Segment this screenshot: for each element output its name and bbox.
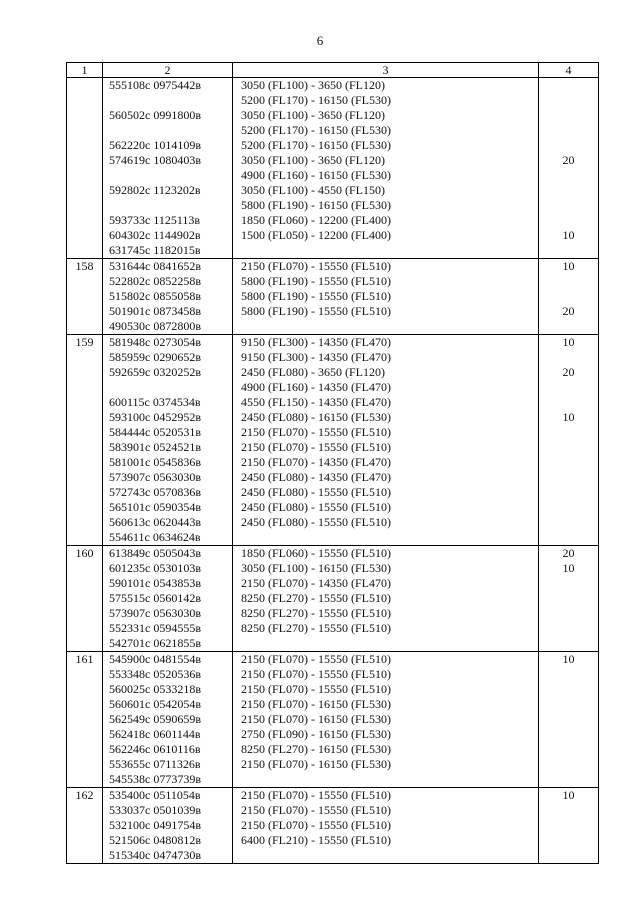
table-body [67,78,599,864]
value-line [539,485,598,500]
value-line [539,319,598,334]
value-line [539,123,598,138]
value-line: 10 [562,788,575,802]
altitude-line: 9150 (FL300) - 14350 (FL470) [241,350,391,364]
value-cell [539,259,599,335]
coordinate-line: 515340с 0474730в [109,848,201,862]
coordinate-line: 572743с 0570836в [109,485,201,499]
altitude-line [241,319,538,334]
coordinate-line: 604302с 1144902в [109,228,201,242]
altitude-line: 5200 (FL170) - 16150 (FL530) [241,138,391,152]
value-line [539,833,598,848]
value-line [539,168,598,183]
coordinate-line: 575515с 0560142в [109,591,201,605]
altitude-line: 3050 (FL100) - 3650 (FL120) [241,153,385,167]
coordinate-line: 552331с 0594555в [109,621,201,635]
value-line [539,515,598,530]
table-row [67,335,599,546]
value-line [539,440,598,455]
table-row [67,788,599,864]
altitude-cell [233,335,539,546]
value-line [539,727,598,742]
altitude-line: 5800 (FL190) - 15550 (FL510) [241,274,391,288]
value-line [539,470,598,485]
altitude-line: 6400 (FL210) - 15550 (FL510) [241,833,391,847]
coordinate-line: 545900с 0481554в [109,652,201,666]
coordinate-line: 535400с 0511054в [109,788,201,802]
coordinate-line: 590101с 0543853в [109,576,201,590]
coordinate-line: 592659с 0320252в [109,365,201,379]
coordinate-cell [103,546,233,652]
altitude-line: 5800 (FL190) - 15550 (FL510) [241,304,391,318]
altitude-line: 5800 (FL190) - 15550 (FL510) [241,289,391,303]
table-row [67,259,599,335]
value-line: 10 [562,410,575,424]
value-line: 10 [562,335,575,349]
value-line: 10 [562,652,575,666]
value-line [539,772,598,787]
value-line [539,500,598,515]
coordinate-cell [103,78,233,259]
route-number-cell [67,546,103,652]
altitude-line: 2750 (FL090) - 16150 (FL530) [241,727,391,741]
value-line [539,803,598,818]
value-line [539,78,598,93]
table-row [67,546,599,652]
page-number: 6 [316,33,324,48]
altitude-line: 4550 (FL150) - 14350 (FL470) [241,395,391,409]
table-header-row [67,63,599,78]
airspace-table [66,62,599,864]
coordinate-line: 521506с 0480812в [109,833,201,847]
altitude-line: 3050 (FL100) - 3650 (FL120) [241,108,385,122]
altitude-line: 2150 (FL070) - 16150 (FL530) [241,757,391,771]
altitude-cell [233,78,539,259]
value-line [539,380,598,395]
coordinate-cell [103,652,233,788]
coordinate-line: 585959с 0290652в [109,350,201,364]
coordinate-line: 531644с 0841652в [109,259,201,273]
value-line [539,848,598,863]
value-line [539,621,598,636]
altitude-line: 2150 (FL070) - 15550 (FL510) [241,803,391,817]
value-line: 10 [562,228,575,242]
altitude-line: 2150 (FL070) - 15550 (FL510) [241,440,391,454]
altitude-line: 4900 (FL160) - 14350 (FL470) [241,380,391,394]
coordinate-line: 501901с 0873458в [109,304,201,318]
table-row [67,78,599,259]
coordinate-line [109,380,232,395]
value-line [539,198,598,213]
value-line [539,138,598,153]
altitude-line [241,530,538,545]
coordinate-line: 573907с 0563030в [109,470,201,484]
coordinate-line: 562418с 0601144в [109,727,201,741]
route-number: 160 [75,546,94,560]
coordinate-line: 613849с 0505043в [109,546,201,560]
coordinate-line: 562246с 0610116в [109,742,201,756]
value-line [539,712,598,727]
altitude-line: 5200 (FL170) - 16150 (FL530) [241,123,391,137]
altitude-line: 1850 (FL060) - 15550 (FL510) [241,546,391,560]
route-number: 158 [75,259,94,273]
altitude-line: 3050 (FL100) - 4550 (FL150) [241,183,385,197]
value-line [539,289,598,304]
altitude-line [241,848,538,863]
value-line [539,606,598,621]
altitude-cell [233,652,539,788]
coordinate-line: 565101с 0590354в [109,500,201,514]
coordinate-line: 545538с 0773739в [109,772,201,786]
value-line [539,213,598,228]
column-header-3: 3 [233,63,539,78]
value-line [539,425,598,440]
value-line [539,274,598,289]
altitude-line: 2150 (FL070) - 15550 (FL510) [241,818,391,832]
altitude-line: 2450 (FL080) - 15550 (FL510) [241,515,391,529]
value-line: 10 [562,561,575,575]
route-number: 162 [75,788,94,802]
coordinate-line [109,123,232,138]
altitude-line: 2150 (FL070) - 14350 (FL470) [241,455,391,469]
altitude-line [241,636,538,651]
altitude-line: 2150 (FL070) - 14350 (FL470) [241,576,391,590]
value-line [539,243,598,258]
coordinate-line [109,198,232,213]
value-line [539,350,598,365]
coordinate-line: 600115с 0374534в [109,395,201,409]
value-line [539,667,598,682]
value-line [539,591,598,606]
altitude-line: 2450 (FL080) - 14350 (FL470) [241,470,391,484]
value-line [539,395,598,410]
coordinate-line: 553348с 0520536в [109,667,201,681]
altitude-line: 1850 (FL060) - 12200 (FL400) [241,213,391,227]
route-number: 161 [75,652,94,666]
coordinate-line: 560502с 0991800в [109,108,201,122]
coordinate-line: 592802с 1123202в [109,183,201,197]
column-header-1: 1 [67,63,103,78]
altitude-line: 5200 (FL170) - 16150 (FL530) [241,93,391,107]
coordinate-line: 560025с 0533218в [109,682,201,696]
value-line [539,742,598,757]
coordinate-line: 542701с 0621855в [109,636,201,650]
coordinate-line: 560601с 0542054в [109,697,201,711]
value-line [539,576,598,591]
coordinate-line: 562220с 1014109в [109,138,201,152]
altitude-line: 8250 (FL270) - 15550 (FL510) [241,621,391,635]
altitude-line: 2450 (FL080) - 15550 (FL510) [241,500,391,514]
altitude-cell [233,259,539,335]
coordinate-line: 631745с 1182015в [109,243,201,257]
coordinate-line: 574619с 1080403в [109,153,201,167]
coordinate-line: 583901с 0524521в [109,440,201,454]
altitude-line: 3050 (FL100) - 16150 (FL530) [241,561,391,575]
coordinate-line: 584444с 0520531в [109,425,201,439]
altitude-line [241,243,538,258]
value-cell [539,788,599,864]
value-line [539,108,598,123]
altitude-line: 2150 (FL070) - 15550 (FL510) [241,682,391,696]
altitude-line: 8250 (FL270) - 16150 (FL530) [241,742,391,756]
value-cell [539,78,599,259]
coordinate-line: 601235с 0530103в [109,561,201,575]
altitude-line: 2150 (FL070) - 15550 (FL510) [241,667,391,681]
value-line [539,682,598,697]
coordinate-line: 573907с 0563030в [109,606,201,620]
value-line [539,530,598,545]
value-line [539,93,598,108]
coordinate-cell [103,788,233,864]
altitude-line: 1500 (FL050) - 12200 (FL400) [241,228,391,242]
altitude-line: 2150 (FL070) - 15550 (FL510) [241,788,391,802]
altitude-cell [233,788,539,864]
value-line: 20 [562,153,575,167]
value-line: 20 [562,365,575,379]
value-line [539,697,598,712]
coordinate-line [109,168,232,183]
coordinate-line: 581948с 0273054в [109,335,201,349]
altitude-line: 9150 (FL300) - 14350 (FL470) [241,335,391,349]
route-number-cell [67,78,103,259]
table-row [67,652,599,788]
altitude-line: 4900 (FL160) - 16150 (FL530) [241,168,391,182]
altitude-line: 8250 (FL270) - 15550 (FL510) [241,591,391,605]
altitude-line: 2150 (FL070) - 16150 (FL530) [241,697,391,711]
altitude-line: 2450 (FL080) - 3650 (FL120) [241,365,385,379]
coordinate-line: 555108с 0975442в [109,78,201,92]
value-line: 10 [562,259,575,273]
value-line: 20 [562,304,575,318]
value-cell [539,335,599,546]
altitude-line: 2150 (FL070) - 16150 (FL530) [241,712,391,726]
value-cell [539,546,599,652]
value-line [539,818,598,833]
altitude-line: 8250 (FL270) - 15550 (FL510) [241,606,391,620]
value-line [539,455,598,470]
coordinate-line: 532100с 0491754в [109,818,201,832]
altitude-line: 2150 (FL070) - 15550 (FL510) [241,652,391,666]
value-line [539,183,598,198]
route-number: 159 [75,335,94,349]
route-number-cell [67,652,103,788]
coordinate-line: 560613с 0620443в [109,515,201,529]
value-line: 20 [562,546,575,560]
coordinate-cell [103,335,233,546]
altitude-line: 2150 (FL070) - 15550 (FL510) [241,259,391,273]
coordinate-cell [103,259,233,335]
coordinate-line: 581001с 0545836в [109,455,201,469]
coordinate-line: 554611с 0634624в [109,530,201,544]
coordinate-line: 562549с 0590659в [109,712,201,726]
column-header-4: 4 [539,63,599,78]
column-header-2: 2 [103,63,233,78]
coordinate-line: 553655с 0711326в [109,757,201,771]
altitude-cell [233,546,539,652]
coordinate-line: 522802с 0852258в [109,274,201,288]
route-number-cell [67,335,103,546]
route-number [67,78,102,93]
coordinate-line [109,93,232,108]
altitude-line: 2450 (FL080) - 16150 (FL530) [241,410,391,424]
coordinate-line: 515802с 0855058в [109,289,201,303]
value-cell [539,652,599,788]
route-number-cell [67,259,103,335]
altitude-line: 2450 (FL080) - 15550 (FL510) [241,485,391,499]
coordinate-line: 533037с 0501039в [109,803,201,817]
coordinate-line: 593733с 1125113в [109,213,201,227]
route-number-cell [67,788,103,864]
value-line [539,757,598,772]
coordinate-line: 490530с 0872800в [109,319,201,333]
altitude-line: 5800 (FL190) - 16150 (FL530) [241,198,391,212]
altitude-line: 2150 (FL070) - 15550 (FL510) [241,425,391,439]
coordinate-line: 593100с 0452952в [109,410,201,424]
altitude-line [241,772,538,787]
altitude-line: 3050 (FL100) - 3650 (FL120) [241,78,385,92]
value-line [539,636,598,651]
